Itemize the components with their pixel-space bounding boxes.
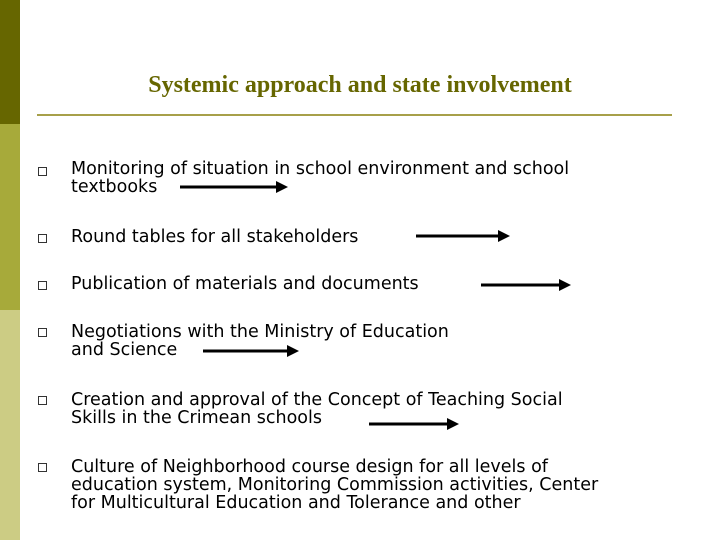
list-item-3 xyxy=(71,275,691,293)
arrow-right-icon xyxy=(180,180,290,194)
arrow-right-icon xyxy=(416,229,512,243)
color-band-dark xyxy=(0,0,20,124)
list-item-4 xyxy=(71,323,691,359)
list-item-line: textbooks xyxy=(71,177,158,197)
list-item-line: Culture of Neighborhood course design for all levels of xyxy=(71,457,548,477)
list-item-6 xyxy=(71,458,691,512)
list-item-line: education system, Monitoring Commission activities, Center xyxy=(71,475,599,495)
color-band-light xyxy=(0,310,20,540)
bullet-square-icon xyxy=(38,328,47,337)
bullet-square-icon xyxy=(38,396,47,405)
bullet-square-icon xyxy=(38,234,47,243)
list-item-line: Round tables for all stakeholders xyxy=(71,227,359,247)
list-item-2 xyxy=(71,228,691,246)
list-item-line: Creation and approval of the Concept of Teaching Social xyxy=(71,390,563,410)
title-divider xyxy=(37,114,672,116)
list-item-line: Negotiations with the Ministry of Education xyxy=(71,322,449,342)
list-item-line: for Multicultural Education and Tolerance and other xyxy=(71,493,521,513)
arrow-right-icon xyxy=(481,278,573,292)
color-band-medium xyxy=(0,124,20,310)
list-item-line: Publication of materials and documents xyxy=(71,274,419,294)
list-item-1 xyxy=(71,160,691,196)
arrow-right-icon xyxy=(369,417,461,431)
list-item-line: Skills in the Crimean schools xyxy=(71,408,322,428)
bullet-square-icon xyxy=(38,167,47,176)
arrow-right-icon xyxy=(203,344,301,358)
bullet-square-icon xyxy=(38,463,47,472)
list-item-line: and Science xyxy=(71,340,178,360)
bullet-square-icon xyxy=(38,281,47,290)
list-item-line: Monitoring of situation in school environment and school xyxy=(71,159,570,179)
slide-title: Systemic approach and state involvement xyxy=(148,72,572,98)
